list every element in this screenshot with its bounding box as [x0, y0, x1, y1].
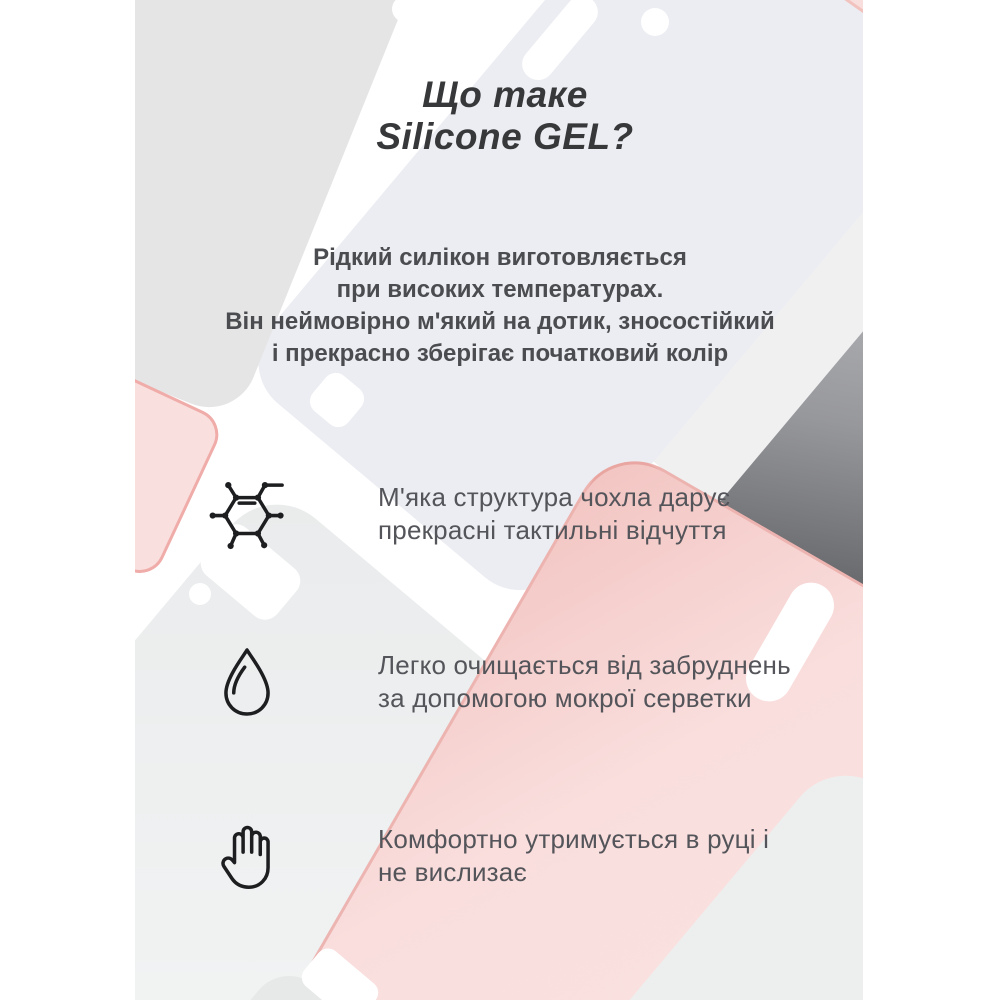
intro-paragraph	[150, 242, 850, 370]
feature-text	[378, 823, 769, 889]
intro-line: і прекрасно зберігає початковий колір	[271, 340, 729, 367]
intro-line: при високих температурах.	[336, 276, 664, 303]
feature-line: за допомогою мокрої серветки	[378, 683, 752, 713]
feature-text	[378, 649, 791, 715]
hand-icon	[207, 809, 287, 903]
feature-line: М'яка структура чохла дарує	[378, 482, 731, 512]
feature-line: не вислизає	[378, 857, 527, 887]
feature-row-comfort-grip	[207, 801, 847, 911]
molecule-icon	[207, 467, 287, 561]
feature-row-soft-structure	[207, 459, 847, 569]
intro-line: Він неймовірно м'який на дотик, зносостійкий	[225, 308, 775, 335]
feature-line: Легко очищається від забруднень	[378, 650, 791, 680]
title-line-1: Що таке	[422, 74, 588, 115]
feature-line: прекрасні тактильні відчуття	[378, 515, 727, 545]
intro-line: Рідкий силікон виготовляється	[313, 244, 687, 271]
feature-line: Комфортно утримується в руці і	[378, 824, 770, 854]
title-line-2: Silicone GEL?	[376, 116, 634, 157]
page-title	[255, 74, 755, 158]
feature-row-easy-clean	[207, 627, 847, 737]
water-drop-icon	[207, 635, 287, 729]
feature-text	[378, 481, 730, 547]
